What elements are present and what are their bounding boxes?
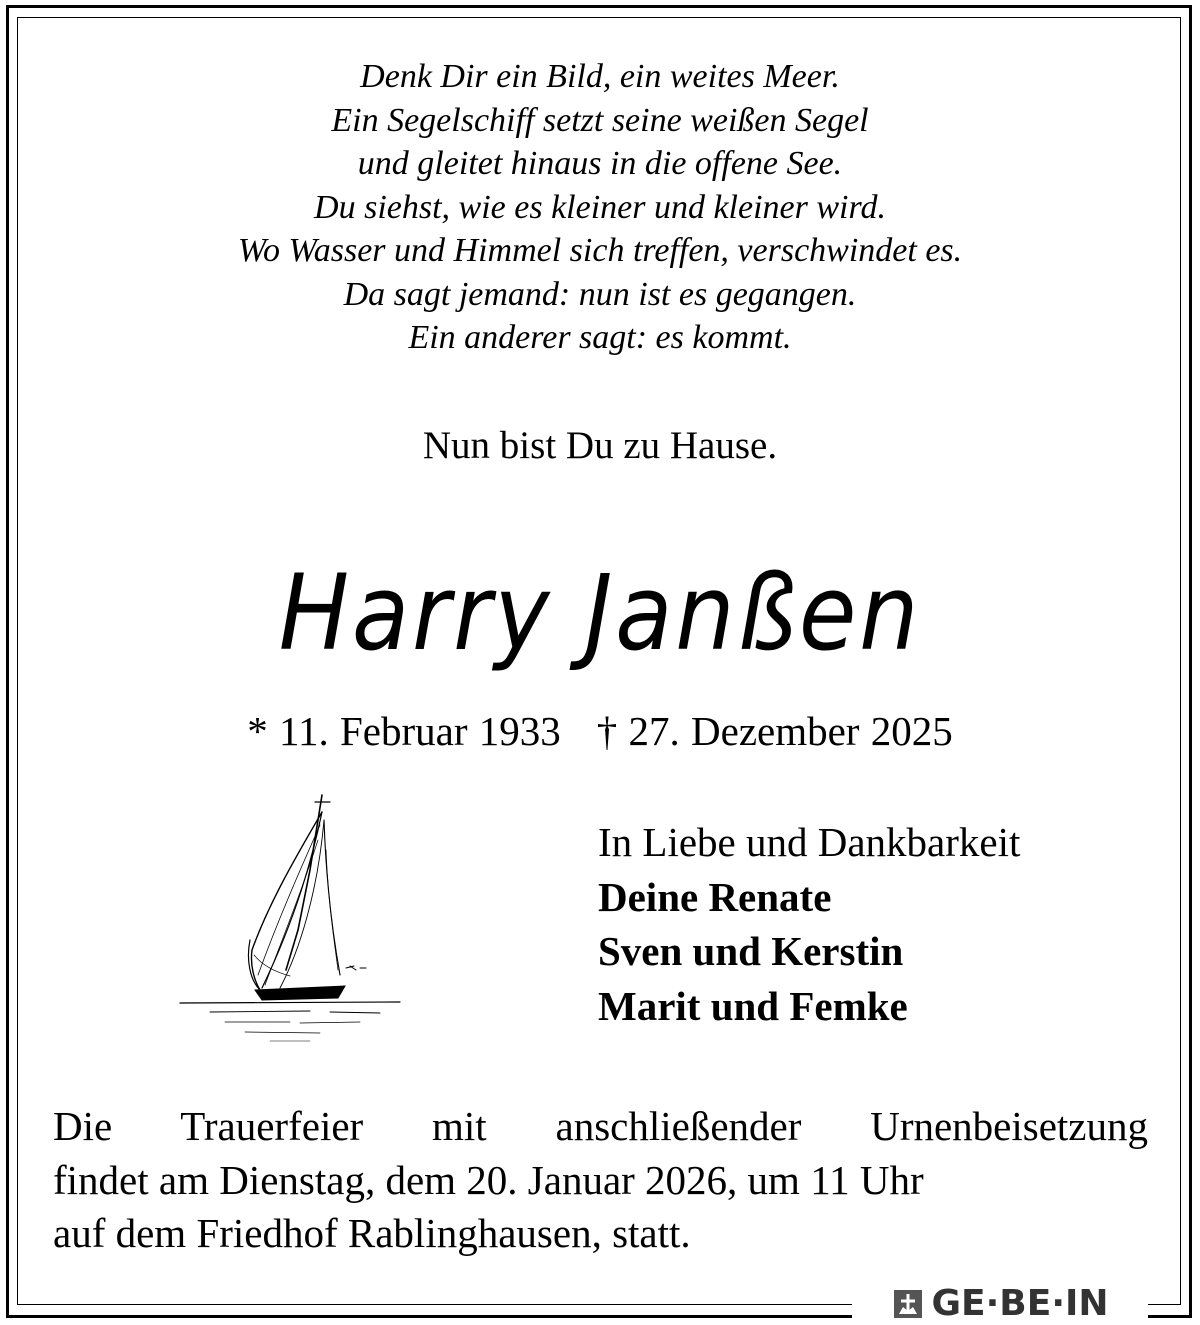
poem-line: Du siehst, wie es kleiner und kleiner wird. — [314, 188, 886, 226]
deceased-name: Harry Janßen — [278, 552, 922, 674]
birth-date: * 11. Februar 1933 — [247, 708, 561, 754]
poem — [0, 55, 1200, 360]
service-notice — [53, 1100, 1148, 1261]
life-dates — [0, 705, 1200, 757]
poem-line: Ein anderer sagt: es kommt. — [408, 319, 792, 356]
poem-line: Ein Segelschiff setzt seine weißen Segel — [331, 101, 869, 139]
poem-line: und gleitet hinaus in die offene See. — [357, 145, 843, 182]
poem-line: Denk Dir ein Bild, ein weites Meer. — [360, 58, 840, 95]
service-line: Die Trauerfeier mit anschließender Urnenbeisetzung — [53, 1103, 1148, 1149]
sailboat-sketch-icon — [150, 790, 440, 1050]
mourner-name: Marit und Femke — [598, 982, 908, 1029]
mourner-name: Sven und Kerstin — [598, 928, 904, 974]
poem-line: Wo Wasser und Himmel sich treffen, verschwindet es. — [237, 232, 963, 269]
home-line: Nun bist Du zu Hause. — [422, 424, 778, 467]
logo-text: GE·BE·IN — [931, 1283, 1109, 1324]
death-date: † 27. Dezember 2025 — [596, 708, 953, 754]
service-line: auf dem Friedhof Rablinghausen, statt. — [53, 1210, 691, 1256]
service-line: findet am Dienstag, dem 20. Januar 2026, um 11 Uhr — [53, 1156, 924, 1203]
poem-line: Da sagt jemand: nun ist es gegangen. — [343, 275, 857, 313]
mourners-block — [598, 815, 1158, 1033]
gebein-logo-icon — [891, 1287, 925, 1321]
mourner-name: Deine Renate — [598, 873, 832, 920]
mourners-intro: In Liebe und Dankbarkeit — [598, 819, 1021, 865]
gebein-logo — [852, 1283, 1148, 1325]
